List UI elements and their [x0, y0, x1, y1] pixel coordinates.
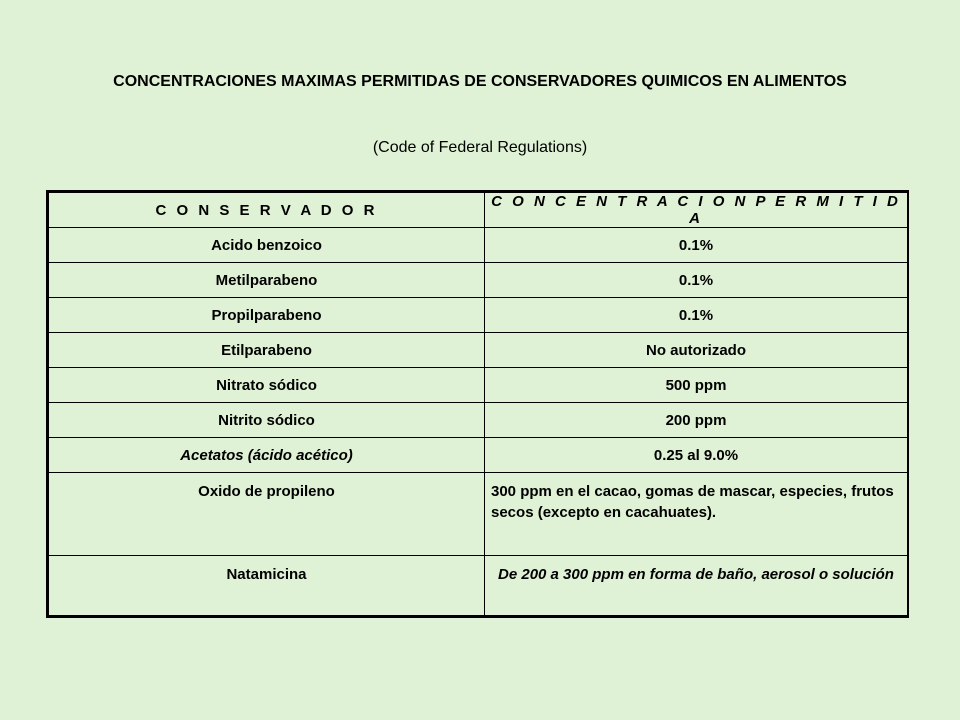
table-row: [49, 298, 908, 333]
cell-conservador: Nitrato sódico: [49, 368, 485, 403]
table-row: [49, 473, 908, 556]
cell-conservador: Etilparabeno: [49, 333, 485, 368]
table-row: [49, 403, 908, 438]
cell-concentracion: No autorizado: [485, 333, 908, 368]
cell-concentracion: 0.25 al 9.0%: [485, 438, 908, 473]
cell-concentracion: 0.1%: [485, 263, 908, 298]
cell-conservador: Natamicina: [49, 556, 485, 616]
column-header-concentracion: C O N C E N T R A C I O N P E R M I T I D A: [485, 193, 908, 228]
cell-conservador: Acido benzoico: [49, 228, 485, 263]
table: [48, 192, 908, 616]
table-row: [49, 438, 908, 473]
table-row: [49, 556, 908, 616]
cell-concentracion: 0.1%: [485, 298, 908, 333]
cell-conservador: Propilparabeno: [49, 298, 485, 333]
table-row: [49, 263, 908, 298]
cell-conservador: Metilparabeno: [49, 263, 485, 298]
page-title: CONCENTRACIONES MAXIMAS PERMITIDAS DE CONSERVADORES QUIMICOS EN ALIMENTOS: [113, 73, 847, 90]
cell-concentracion: 300 ppm en el cacao, gomas de mascar, especies, frutos secos (excepto en cacahuates).: [485, 473, 908, 556]
cell-concentracion: 200 ppm: [485, 403, 908, 438]
page-subtitle: (Code of Federal Regulations): [372, 139, 588, 156]
table-row: [49, 368, 908, 403]
cell-concentracion: 500 ppm: [485, 368, 908, 403]
table-header-row: [49, 193, 908, 228]
cell-concentracion: 0.1%: [485, 228, 908, 263]
cell-conservador: Oxido de propileno: [49, 473, 485, 556]
cell-conservador: Acetatos (ácido acético): [49, 438, 485, 473]
table-row: [49, 333, 908, 368]
table-row: [49, 228, 908, 263]
column-header-conservador: C O N S E R V A D O R: [49, 193, 485, 228]
cell-conservador: Nitrito sódico: [49, 403, 485, 438]
preservatives-table: [46, 190, 909, 618]
cell-concentracion: De 200 a 300 ppm en forma de baño, aerosol o solución: [485, 556, 908, 616]
